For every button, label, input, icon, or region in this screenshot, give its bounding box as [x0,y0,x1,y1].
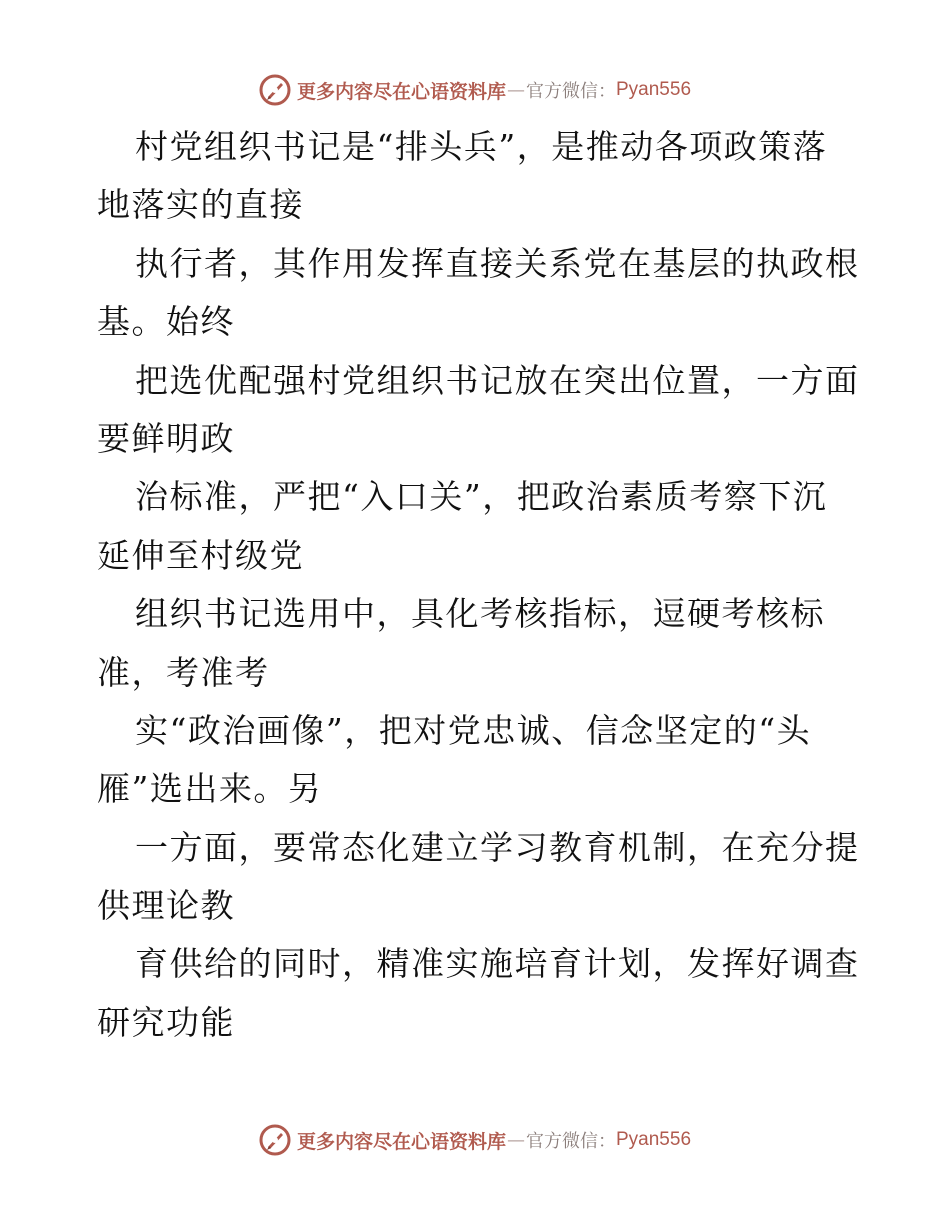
text-line: 执行者，其作用发挥直接关系党在基层的执政根 [135,243,860,283]
footer-wechat-id: Pyan556 [616,1129,692,1150]
footer-wechat-label: 官方微信： [526,1131,616,1152]
quill-pen-logo-icon [259,1124,291,1156]
quill-pen-logo-icon [259,74,291,106]
text-line: 延伸至村级党 [97,535,304,575]
text-line: 准，考准考 [97,652,270,692]
footer-banner [0,1120,950,1160]
text-line: 要鲜明政 [97,418,235,458]
text-line: 基。始终 [97,302,235,342]
text-line: 组织书记选用中，具化考核指标，逗硬考核标 [135,594,825,634]
header-wechat-label: 官方微信： [526,81,616,102]
text-line: 一方面，要常态化建立学习教育机制，在充分提 [135,827,860,867]
header-banner [0,70,950,110]
footer-separator: — [507,1129,525,1151]
text-line: 育供给的同时，精准实施培育计划，发挥好调查 [135,944,860,984]
text-line: 地落实的直接 [97,185,304,225]
text-line: 供理论教 [97,886,235,926]
header-separator: — [507,79,525,101]
header-wechat-id: Pyan556 [616,79,692,100]
document-body [97,118,867,1052]
footer-site-name: 更多内容尽在心语资料库 [296,1130,506,1153]
header-site-name: 更多内容尽在心语资料库 [296,80,506,103]
text-line: 村党组织书记是“排头兵”，是推动各项政策落 [135,127,828,166]
text-line: 把选优配强村党组织书记放在突出位置，一方面 [135,360,860,400]
text-line: 实“政治画像”，把对党忠诚、信念坚定的“头 [135,710,812,750]
text-line: 研究功能 [97,1002,235,1042]
text-line: 治标准，严把“入口关”，把政治素质考察下沉 [135,477,828,517]
text-line: 雁”选出来。另 [97,769,323,809]
